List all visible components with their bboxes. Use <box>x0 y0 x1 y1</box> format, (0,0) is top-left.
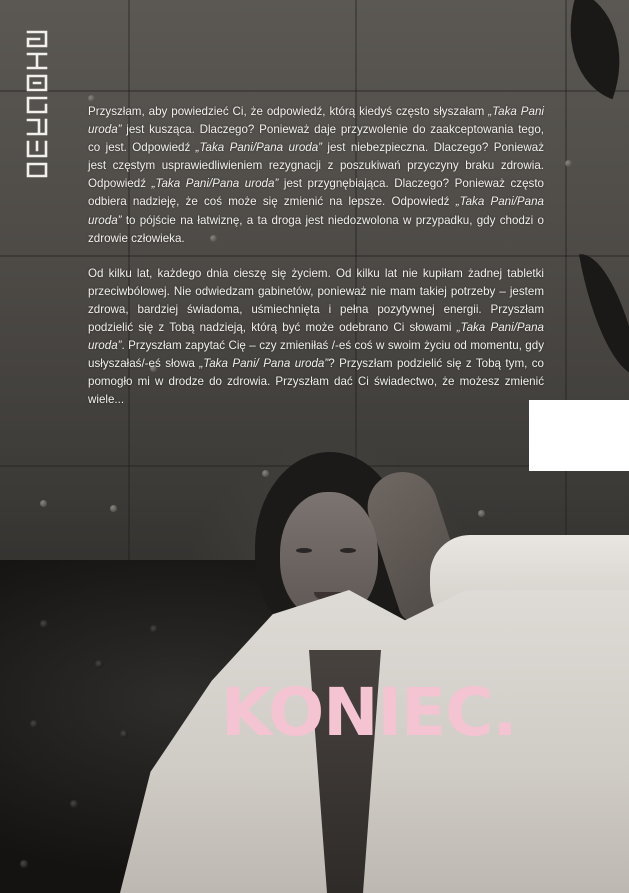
quoted-phrase: „Taka Pani/Pana uroda” <box>88 321 544 353</box>
blurb-paragraph-1 <box>88 103 544 248</box>
quoted-phrase: „Taka Pani uroda” <box>88 105 544 137</box>
blurb-text-run: jest przygnębiająca. Dlaczego? Ponieważ często odbiera nadzieję, że coś może się zmienić na lepsze. Odpowiedź <box>88 177 544 209</box>
closing-title: KONIEC. <box>221 674 517 751</box>
sofa-button <box>20 860 28 868</box>
wall-seam <box>565 0 567 560</box>
sofa-button <box>30 720 38 728</box>
plant-leaf <box>579 248 629 383</box>
woman-eye <box>340 548 356 553</box>
sofa-button <box>40 620 48 628</box>
wall-seam <box>0 90 629 92</box>
sofa-button <box>120 730 128 738</box>
wall-bolt <box>478 510 485 517</box>
wall-bolt <box>40 500 47 507</box>
blurb-text-run: ? Przyszłam podzielić się z Tobą tym, co pomogło mi w drodze do zdrowia. Przyszłam dać Ci świadectwo, że możesz zmienić wiele... <box>88 357 545 407</box>
quoted-phrase: „Taka Pani/Pana uroda” <box>88 195 544 227</box>
sofa-button <box>70 800 78 808</box>
blurb-text-run: jest kusząca. Dlaczego? Ponieważ daje przyzwolenie do zaakceptowania tego, co jest. Odpowiedź <box>88 123 544 155</box>
publisher-logo <box>20 28 54 178</box>
sofa-button <box>95 660 103 668</box>
sofa-button <box>150 625 158 633</box>
blurb-text-run: . Przyszłam zapytać Cię – czy zmieniłaś /-eś coś w swoim życiu od momentu, gdy usłyszałaś/-eś słowa <box>88 339 544 371</box>
blurb-text-run: Od kilku lat, każdego dnia cieszę się życiem. Od kilku lat nie kupiłam żadnej tabletki przeciwbólowej. Nie odwiedzam gabinetów, ponieważ nie mam takiej potrzeby – jestem zdrowa, bardziej świadoma, uśmiechnięta i pełna pozytywnej energii. Przyszłam podzielić się z Tobą nadzieją, którą być może odebrano Ci słowami <box>88 266 544 335</box>
woman-eye <box>296 548 312 553</box>
publisher-monogram-logo <box>25 28 49 178</box>
plant-leaf <box>547 0 629 99</box>
quoted-phrase: „Taka Pani/Pana uroda” <box>151 177 279 191</box>
back-cover-blurb <box>88 103 544 427</box>
wall-bolt <box>88 95 95 102</box>
blurb-text-run: jest niebezpieczna. Dlaczego? Ponieważ jest częstym usprawiedliwieniem rezygnacji z poszukiwań przyczyny braku zdrowia. Odpowiedź <box>88 141 545 191</box>
barcode-placeholder-box <box>529 400 629 471</box>
quoted-phrase: „Taka Pani/ Pana uroda” <box>199 357 329 371</box>
quoted-phrase: „Taka Pani/Pana uroda” <box>195 141 323 155</box>
wall-bolt <box>262 470 269 477</box>
blurb-text-run: to pójście na łatwiznę, a ta droga jest niedozwolona w przypadku, gdy chodzi o zdrowie człowieka. <box>88 213 544 245</box>
wall-bolt <box>565 160 572 167</box>
wall-bolt <box>110 505 117 512</box>
blurb-text-run: Przyszłam, aby powiedzieć Ci, że odpowiedź, którą kiedyś często słyszałam <box>88 105 489 118</box>
blurb-paragraph-2 <box>88 265 544 410</box>
